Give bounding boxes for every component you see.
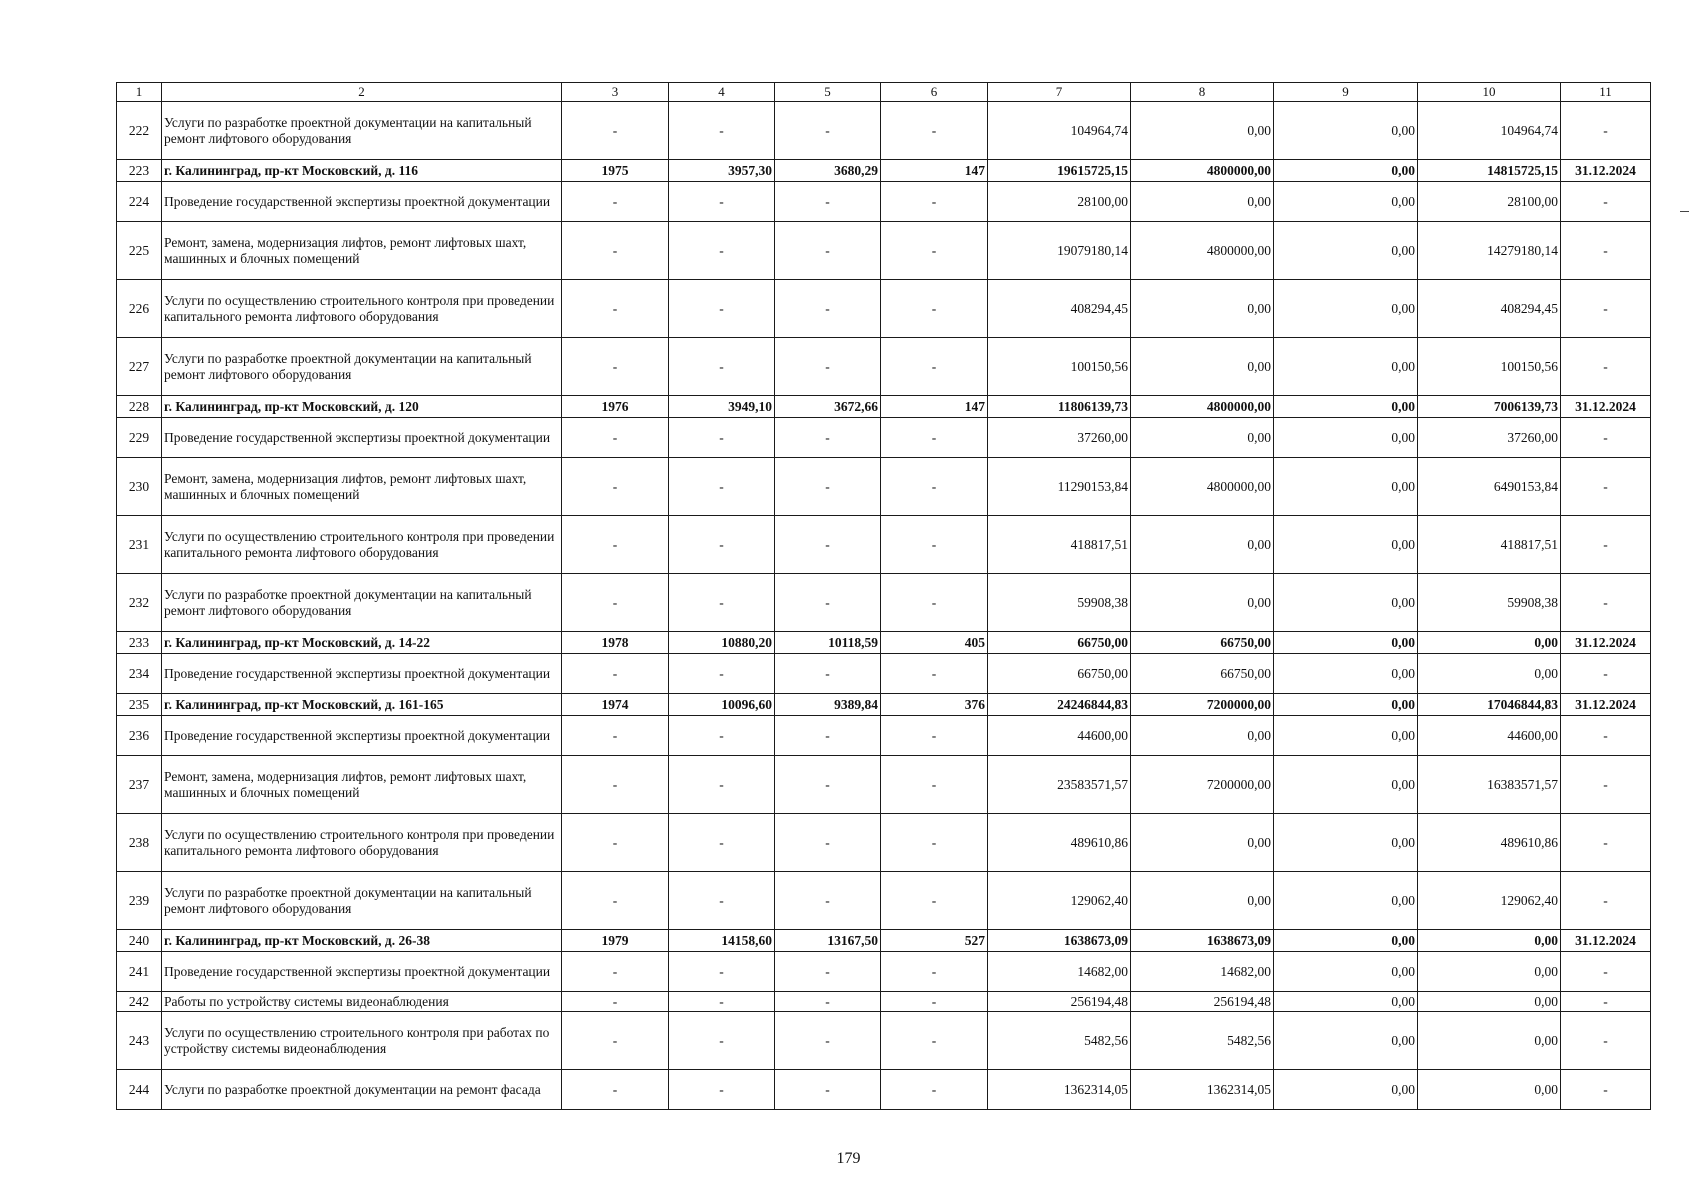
deadline-cell: - [1561, 814, 1651, 872]
cost-total-cell: 44600,00 [988, 716, 1131, 756]
residents-cell: - [881, 814, 988, 872]
work-name-cell: Услуги по осуществлению строительного контроля при проведении капитального ремонта лифтового оборудования [162, 516, 562, 574]
area-living-cell: - [775, 872, 881, 930]
cost-owners-cell: 129062,40 [1418, 872, 1561, 930]
row-number-cell: 225 [117, 222, 162, 280]
cost-owners-cell: 0,00 [1418, 1070, 1561, 1110]
year-cell: - [562, 102, 669, 160]
deadline-cell: - [1561, 1070, 1651, 1110]
cost-owners-cell: 418817,51 [1418, 516, 1561, 574]
cost-fund-cell: 0,00 [1131, 102, 1274, 160]
year-cell: 1979 [562, 930, 669, 952]
work-name-cell: Работы по устройству системы видеонаблюдения [162, 992, 562, 1012]
cost-owners-cell: 489610,86 [1418, 814, 1561, 872]
row-number-cell: 235 [117, 694, 162, 716]
work-name-cell: г. Калининград, пр-кт Московский, д. 26-38 [162, 930, 562, 952]
cost-budget-cell: 0,00 [1274, 574, 1418, 632]
column-header: 1 [117, 83, 162, 102]
year-cell: - [562, 182, 669, 222]
column-header: 2 [162, 83, 562, 102]
work-row [117, 418, 1651, 458]
cost-fund-cell: 4800000,00 [1131, 458, 1274, 516]
year-cell: 1975 [562, 160, 669, 182]
cost-budget-cell: 0,00 [1274, 632, 1418, 654]
column-header: 6 [881, 83, 988, 102]
cost-owners-cell: 0,00 [1418, 632, 1561, 654]
area-living-cell: - [775, 338, 881, 396]
residents-cell: - [881, 756, 988, 814]
area-living-cell: - [775, 756, 881, 814]
deadline-cell: - [1561, 716, 1651, 756]
row-number-cell: 236 [117, 716, 162, 756]
area-total-cell: - [669, 1012, 775, 1070]
cost-budget-cell: 0,00 [1274, 102, 1418, 160]
year-cell: - [562, 516, 669, 574]
cost-fund-cell: 4800000,00 [1131, 396, 1274, 418]
residents-cell: - [881, 182, 988, 222]
cost-budget-cell: 0,00 [1274, 1070, 1418, 1110]
area-total-cell: - [669, 814, 775, 872]
deadline-cell: 31.12.2024 [1561, 160, 1651, 182]
cost-owners-cell: 37260,00 [1418, 418, 1561, 458]
cost-fund-cell: 0,00 [1131, 418, 1274, 458]
residents-cell: - [881, 952, 988, 992]
cost-owners-cell: 14279180,14 [1418, 222, 1561, 280]
row-number-cell: 230 [117, 458, 162, 516]
area-total-cell: - [669, 716, 775, 756]
row-number-cell: 224 [117, 182, 162, 222]
cost-owners-cell: 0,00 [1418, 654, 1561, 694]
cost-budget-cell: 0,00 [1274, 1012, 1418, 1070]
work-row [117, 952, 1651, 992]
area-total-cell: 3957,30 [669, 160, 775, 182]
row-number-cell: 239 [117, 872, 162, 930]
work-name-cell: Услуги по разработке проектной документации на капитальный ремонт лифтового оборудования [162, 574, 562, 632]
deadline-cell: - [1561, 182, 1651, 222]
cost-owners-cell: 0,00 [1418, 930, 1561, 952]
scan-margin-mark [1680, 211, 1689, 212]
cost-fund-cell: 7200000,00 [1131, 694, 1274, 716]
year-cell: - [562, 872, 669, 930]
area-total-cell: - [669, 418, 775, 458]
area-living-cell: - [775, 574, 881, 632]
area-total-cell: 14158,60 [669, 930, 775, 952]
deadline-cell: - [1561, 458, 1651, 516]
cost-owners-cell: 7006139,73 [1418, 396, 1561, 418]
work-name-cell: Услуги по осуществлению строительного контроля при работах по устройству системы видеонаблюдения [162, 1012, 562, 1070]
cost-owners-cell: 104964,74 [1418, 102, 1561, 160]
cost-total-cell: 23583571,57 [988, 756, 1131, 814]
cost-budget-cell: 0,00 [1274, 418, 1418, 458]
work-name-cell: Проведение государственной экспертизы проектной документации [162, 182, 562, 222]
cost-fund-cell: 0,00 [1131, 182, 1274, 222]
cost-budget-cell: 0,00 [1274, 222, 1418, 280]
work-row [117, 716, 1651, 756]
row-number-cell: 232 [117, 574, 162, 632]
cost-budget-cell: 0,00 [1274, 952, 1418, 992]
cost-fund-cell: 4800000,00 [1131, 160, 1274, 182]
residents-cell: - [881, 716, 988, 756]
year-cell: 1976 [562, 396, 669, 418]
deadline-cell: - [1561, 418, 1651, 458]
address-row [117, 694, 1651, 716]
area-total-cell: - [669, 992, 775, 1012]
cost-owners-cell: 44600,00 [1418, 716, 1561, 756]
work-name-cell: Услуги по разработке проектной документации на капитальный ремонт лифтового оборудования [162, 102, 562, 160]
work-row [117, 338, 1651, 396]
cost-budget-cell: 0,00 [1274, 654, 1418, 694]
work-row [117, 992, 1651, 1012]
residents-cell: - [881, 992, 988, 1012]
cost-total-cell: 66750,00 [988, 632, 1131, 654]
year-cell: 1974 [562, 694, 669, 716]
column-header: 10 [1418, 83, 1561, 102]
column-header: 4 [669, 83, 775, 102]
area-living-cell: 3680,29 [775, 160, 881, 182]
work-row [117, 222, 1651, 280]
cost-total-cell: 37260,00 [988, 418, 1131, 458]
column-header: 7 [988, 83, 1131, 102]
residents-cell: - [881, 458, 988, 516]
cost-budget-cell: 0,00 [1274, 814, 1418, 872]
deadline-cell: - [1561, 952, 1651, 992]
deadline-cell: - [1561, 222, 1651, 280]
area-living-cell: 3672,66 [775, 396, 881, 418]
area-total-cell: - [669, 338, 775, 396]
cost-owners-cell: 59908,38 [1418, 574, 1561, 632]
cost-owners-cell: 408294,45 [1418, 280, 1561, 338]
cost-fund-cell: 0,00 [1131, 814, 1274, 872]
cost-total-cell: 66750,00 [988, 654, 1131, 694]
cost-total-cell: 129062,40 [988, 872, 1131, 930]
cost-budget-cell: 0,00 [1274, 716, 1418, 756]
year-cell: - [562, 418, 669, 458]
row-number-cell: 237 [117, 756, 162, 814]
area-total-cell: 10096,60 [669, 694, 775, 716]
work-name-cell: г. Калининград, пр-кт Московский, д. 161-165 [162, 694, 562, 716]
area-living-cell: - [775, 182, 881, 222]
year-cell: - [562, 458, 669, 516]
deadline-cell: - [1561, 756, 1651, 814]
cost-owners-cell: 100150,56 [1418, 338, 1561, 396]
residents-cell: 147 [881, 396, 988, 418]
work-row [117, 756, 1651, 814]
cost-fund-cell: 0,00 [1131, 516, 1274, 574]
area-living-cell: - [775, 418, 881, 458]
cost-fund-cell: 66750,00 [1131, 632, 1274, 654]
year-cell: - [562, 574, 669, 632]
work-name-cell: Услуги по осуществлению строительного контроля при проведении капитального ремонта лифтового оборудования [162, 814, 562, 872]
column-header: 11 [1561, 83, 1651, 102]
cost-owners-cell: 28100,00 [1418, 182, 1561, 222]
row-number-cell: 234 [117, 654, 162, 694]
area-living-cell: - [775, 654, 881, 694]
row-number-cell: 240 [117, 930, 162, 952]
area-living-cell: - [775, 716, 881, 756]
area-living-cell: - [775, 1070, 881, 1110]
address-row [117, 396, 1651, 418]
work-name-cell: Услуги по разработке проектной документации на капитальный ремонт лифтового оборудования [162, 338, 562, 396]
area-total-cell: - [669, 458, 775, 516]
cost-fund-cell: 4800000,00 [1131, 222, 1274, 280]
column-header: 8 [1131, 83, 1274, 102]
deadline-cell: 31.12.2024 [1561, 694, 1651, 716]
work-name-cell: Услуги по осуществлению строительного контроля при проведении капитального ремонта лифтового оборудования [162, 280, 562, 338]
address-row [117, 930, 1651, 952]
row-number-cell: 243 [117, 1012, 162, 1070]
cost-budget-cell: 0,00 [1274, 182, 1418, 222]
deadline-cell: - [1561, 872, 1651, 930]
area-total-cell: - [669, 222, 775, 280]
area-living-cell: - [775, 992, 881, 1012]
work-name-cell: г. Калининград, пр-кт Московский, д. 120 [162, 396, 562, 418]
row-number-cell: 229 [117, 418, 162, 458]
area-total-cell: 10880,20 [669, 632, 775, 654]
work-name-cell: Проведение государственной экспертизы проектной документации [162, 418, 562, 458]
residents-cell: 405 [881, 632, 988, 654]
deadline-cell: - [1561, 280, 1651, 338]
year-cell: - [562, 814, 669, 872]
cost-budget-cell: 0,00 [1274, 516, 1418, 574]
work-name-cell: Ремонт, замена, модернизация лифтов, ремонт лифтовых шахт, машинных и блочных помещений [162, 458, 562, 516]
cost-budget-cell: 0,00 [1274, 280, 1418, 338]
work-name-cell: Проведение государственной экспертизы проектной документации [162, 716, 562, 756]
cost-total-cell: 14682,00 [988, 952, 1131, 992]
work-row [117, 814, 1651, 872]
cost-owners-cell: 16383571,57 [1418, 756, 1561, 814]
year-cell: - [562, 1012, 669, 1070]
cost-fund-cell: 0,00 [1131, 574, 1274, 632]
residents-cell: - [881, 516, 988, 574]
year-cell: - [562, 338, 669, 396]
row-number-cell: 226 [117, 280, 162, 338]
work-row [117, 280, 1651, 338]
residents-cell: - [881, 1070, 988, 1110]
area-living-cell: 9389,84 [775, 694, 881, 716]
deadline-cell: - [1561, 1012, 1651, 1070]
cost-total-cell: 5482,56 [988, 1012, 1131, 1070]
cost-budget-cell: 0,00 [1274, 992, 1418, 1012]
area-living-cell: - [775, 952, 881, 992]
row-number-cell: 231 [117, 516, 162, 574]
year-cell: - [562, 992, 669, 1012]
work-name-cell: Проведение государственной экспертизы проектной документации [162, 654, 562, 694]
cost-total-cell: 28100,00 [988, 182, 1131, 222]
residents-cell: - [881, 418, 988, 458]
year-cell: - [562, 952, 669, 992]
area-total-cell: - [669, 756, 775, 814]
column-header: 9 [1274, 83, 1418, 102]
area-total-cell: - [669, 102, 775, 160]
deadline-cell: - [1561, 338, 1651, 396]
deadline-cell: 31.12.2024 [1561, 930, 1651, 952]
work-name-cell: Проведение государственной экспертизы проектной документации [162, 952, 562, 992]
row-number-cell: 241 [117, 952, 162, 992]
work-row [117, 516, 1651, 574]
cost-total-cell: 19079180,14 [988, 222, 1131, 280]
residents-cell: - [881, 654, 988, 694]
deadline-cell: - [1561, 574, 1651, 632]
area-total-cell: - [669, 182, 775, 222]
cost-owners-cell: 17046844,83 [1418, 694, 1561, 716]
cost-budget-cell: 0,00 [1274, 160, 1418, 182]
area-living-cell: - [775, 280, 881, 338]
year-cell: - [562, 716, 669, 756]
area-living-cell: - [775, 1012, 881, 1070]
row-number-cell: 227 [117, 338, 162, 396]
row-number-cell: 238 [117, 814, 162, 872]
work-name-cell: г. Калининград, пр-кт Московский, д. 14-22 [162, 632, 562, 654]
cost-fund-cell: 66750,00 [1131, 654, 1274, 694]
year-cell: 1978 [562, 632, 669, 654]
cost-owners-cell: 0,00 [1418, 1012, 1561, 1070]
residents-cell: 147 [881, 160, 988, 182]
cost-fund-cell: 7200000,00 [1131, 756, 1274, 814]
year-cell: - [562, 222, 669, 280]
cost-budget-cell: 0,00 [1274, 756, 1418, 814]
cost-total-cell: 256194,48 [988, 992, 1131, 1012]
deadline-cell: - [1561, 654, 1651, 694]
cost-total-cell: 418817,51 [988, 516, 1131, 574]
column-number-header-row [117, 83, 1651, 102]
page-number: 179 [836, 1150, 861, 1167]
cost-budget-cell: 0,00 [1274, 872, 1418, 930]
work-row [117, 872, 1651, 930]
cost-total-cell: 489610,86 [988, 814, 1131, 872]
year-cell: - [562, 654, 669, 694]
cost-budget-cell: 0,00 [1274, 458, 1418, 516]
row-number-cell: 222 [117, 102, 162, 160]
work-name-cell: г. Калининград, пр-кт Московский, д. 116 [162, 160, 562, 182]
residents-cell: - [881, 1012, 988, 1070]
cost-total-cell: 11290153,84 [988, 458, 1131, 516]
row-number-cell: 233 [117, 632, 162, 654]
residents-cell: - [881, 338, 988, 396]
area-total-cell: - [669, 280, 775, 338]
deadline-cell: 31.12.2024 [1561, 396, 1651, 418]
work-name-cell: Услуги по разработке проектной документации на ремонт фасада [162, 1070, 562, 1110]
cost-fund-cell: 5482,56 [1131, 1012, 1274, 1070]
area-living-cell: - [775, 814, 881, 872]
area-total-cell: - [669, 872, 775, 930]
residents-cell: 376 [881, 694, 988, 716]
area-living-cell: 13167,50 [775, 930, 881, 952]
column-header: 3 [562, 83, 669, 102]
deadline-cell: - [1561, 102, 1651, 160]
cost-fund-cell: 14682,00 [1131, 952, 1274, 992]
cost-total-cell: 24246844,83 [988, 694, 1131, 716]
work-name-cell: Ремонт, замена, модернизация лифтов, ремонт лифтовых шахт, машинных и блочных помещений [162, 222, 562, 280]
area-total-cell: - [669, 654, 775, 694]
address-row [117, 632, 1651, 654]
work-row [117, 1012, 1651, 1070]
area-living-cell: - [775, 222, 881, 280]
cost-fund-cell: 0,00 [1131, 338, 1274, 396]
cost-total-cell: 104964,74 [988, 102, 1131, 160]
row-number-cell: 228 [117, 396, 162, 418]
area-total-cell: 3949,10 [669, 396, 775, 418]
area-total-cell: - [669, 1070, 775, 1110]
cost-fund-cell: 1638673,09 [1131, 930, 1274, 952]
work-name-cell: Ремонт, замена, модернизация лифтов, ремонт лифтовых шахт, машинных и блочных помещений [162, 756, 562, 814]
area-total-cell: - [669, 516, 775, 574]
area-living-cell: 10118,59 [775, 632, 881, 654]
area-living-cell: - [775, 102, 881, 160]
cost-total-cell: 19615725,15 [988, 160, 1131, 182]
year-cell: - [562, 756, 669, 814]
cost-fund-cell: 256194,48 [1131, 992, 1274, 1012]
work-row [117, 102, 1651, 160]
work-row [117, 574, 1651, 632]
residents-cell: - [881, 872, 988, 930]
work-name-cell: Услуги по разработке проектной документации на капитальный ремонт лифтового оборудования [162, 872, 562, 930]
row-number-cell: 244 [117, 1070, 162, 1110]
cost-owners-cell: 6490153,84 [1418, 458, 1561, 516]
area-living-cell: - [775, 516, 881, 574]
cost-budget-cell: 0,00 [1274, 694, 1418, 716]
row-number-cell: 242 [117, 992, 162, 1012]
work-row [117, 1070, 1651, 1110]
table-body [117, 83, 1651, 1110]
cost-fund-cell: 0,00 [1131, 280, 1274, 338]
cost-owners-cell: 0,00 [1418, 992, 1561, 1012]
year-cell: - [562, 1070, 669, 1110]
cost-fund-cell: 0,00 [1131, 716, 1274, 756]
cost-total-cell: 1638673,09 [988, 930, 1131, 952]
cost-budget-cell: 0,00 [1274, 930, 1418, 952]
column-header: 5 [775, 83, 881, 102]
cost-total-cell: 59908,38 [988, 574, 1131, 632]
capital-repair-table [116, 82, 1651, 1110]
area-total-cell: - [669, 952, 775, 992]
residents-cell: - [881, 574, 988, 632]
deadline-cell: - [1561, 516, 1651, 574]
cost-total-cell: 408294,45 [988, 280, 1131, 338]
cost-fund-cell: 1362314,05 [1131, 1070, 1274, 1110]
cost-total-cell: 100150,56 [988, 338, 1131, 396]
residents-cell: 527 [881, 930, 988, 952]
cost-budget-cell: 0,00 [1274, 396, 1418, 418]
area-total-cell: - [669, 574, 775, 632]
area-living-cell: - [775, 458, 881, 516]
cost-owners-cell: 0,00 [1418, 952, 1561, 992]
work-row [117, 458, 1651, 516]
residents-cell: - [881, 280, 988, 338]
cost-total-cell: 1362314,05 [988, 1070, 1131, 1110]
work-row [117, 654, 1651, 694]
residents-cell: - [881, 102, 988, 160]
deadline-cell: - [1561, 992, 1651, 1012]
work-row [117, 182, 1651, 222]
cost-fund-cell: 0,00 [1131, 872, 1274, 930]
cost-budget-cell: 0,00 [1274, 338, 1418, 396]
cost-owners-cell: 14815725,15 [1418, 160, 1561, 182]
year-cell: - [562, 280, 669, 338]
residents-cell: - [881, 222, 988, 280]
cost-total-cell: 11806139,73 [988, 396, 1131, 418]
row-number-cell: 223 [117, 160, 162, 182]
deadline-cell: 31.12.2024 [1561, 632, 1651, 654]
address-row [117, 160, 1651, 182]
